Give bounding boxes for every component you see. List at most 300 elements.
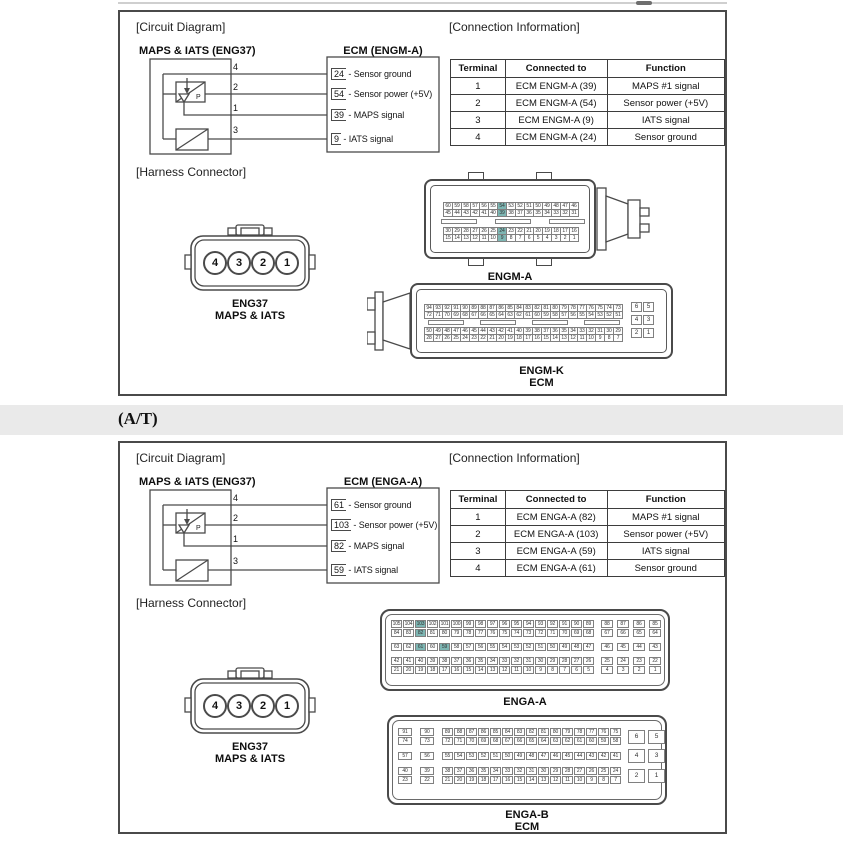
connector-sublabel: ECM	[529, 377, 554, 389]
ecm-terminal	[331, 540, 404, 552]
table-row	[451, 95, 725, 112]
pin-51: 51	[535, 643, 546, 651]
connector-body	[424, 179, 596, 259]
connector-slot	[428, 320, 464, 325]
pin-45: 45	[617, 643, 629, 651]
pin-31: 31	[523, 657, 534, 665]
pin-49: 49	[559, 643, 570, 651]
pin-20: 20	[533, 227, 543, 235]
pin-97: 97	[487, 620, 498, 628]
pin-64: 64	[649, 629, 661, 637]
pin-87: 87	[466, 728, 477, 736]
pin-79: 79	[559, 304, 569, 312]
pin-82: 82	[415, 629, 426, 637]
pin-25: 25	[601, 657, 613, 665]
pin-24: 24	[460, 334, 470, 342]
pin-73: 73	[523, 629, 534, 637]
connection-information-title: [Connection Information]	[449, 451, 580, 465]
connection-table	[450, 490, 725, 577]
pin-grid-engm-a	[439, 202, 585, 242]
pin-38: 38	[506, 209, 516, 217]
pin-42: 42	[391, 657, 402, 665]
pin-17: 17	[439, 666, 450, 674]
ecm-terminal	[331, 109, 404, 121]
pin-51: 51	[490, 752, 501, 760]
pin-55: 55	[442, 752, 453, 760]
pin-58: 58	[451, 643, 462, 651]
pin-7: 7	[515, 234, 525, 242]
pin-59: 59	[598, 737, 609, 745]
pin-57: 57	[470, 202, 480, 210]
pin-70: 70	[559, 629, 570, 637]
wire-pin-number: 1	[233, 534, 239, 544]
pin-46: 46	[460, 327, 470, 335]
pin-71: 71	[433, 311, 443, 319]
pin-18: 18	[427, 666, 438, 674]
pin-10: 10	[488, 234, 498, 242]
pin-14: 14	[475, 666, 486, 674]
pin-29: 29	[547, 657, 558, 665]
pin-65: 65	[487, 311, 497, 319]
pin-73: 73	[613, 304, 623, 312]
pin-6: 6	[631, 302, 642, 312]
pin-58: 58	[461, 202, 471, 210]
pin-49: 49	[514, 752, 525, 760]
table-cell: 2	[451, 95, 506, 112]
pin-36: 36	[463, 657, 474, 665]
table-row	[451, 526, 725, 543]
pin-87: 87	[487, 304, 497, 312]
pin-34: 34	[568, 327, 578, 335]
pin-83: 83	[514, 728, 525, 736]
pin-42: 42	[470, 209, 480, 217]
pin-104: 104	[404, 621, 413, 627]
pin-50: 50	[547, 643, 558, 651]
pin-61: 61	[415, 643, 426, 651]
pin-52: 52	[478, 752, 489, 760]
table-cell: 4	[451, 129, 506, 146]
pin-53: 53	[506, 202, 516, 210]
pin-43: 43	[487, 327, 497, 335]
pin-89: 89	[442, 728, 453, 736]
pin-62: 62	[514, 311, 524, 319]
pin-14: 14	[526, 776, 537, 784]
pin-4: 4	[628, 749, 645, 763]
pin-9: 9	[595, 334, 605, 342]
pin-89: 89	[583, 620, 594, 628]
pin-42: 42	[496, 327, 506, 335]
pin-78: 78	[574, 728, 585, 736]
table-cell: ECM ENGM-A (9)	[505, 112, 607, 129]
table-header: Function	[607, 491, 724, 509]
pin-16: 16	[569, 227, 579, 235]
pin-32: 32	[514, 767, 525, 775]
pin-25: 25	[598, 767, 609, 775]
pin-80: 80	[439, 629, 450, 637]
pin-75: 75	[595, 304, 605, 312]
pin-3: 3	[551, 234, 561, 242]
pin-102: 102	[428, 621, 437, 627]
connector-engm-a	[424, 172, 656, 288]
ecm-terminal	[331, 499, 411, 511]
pin-40: 40	[415, 657, 426, 665]
pin-21: 21	[442, 776, 453, 784]
circuit-diagram-title: [Circuit Diagram]	[136, 20, 226, 34]
pin-40: 40	[514, 327, 524, 335]
pin-84: 84	[502, 728, 513, 736]
pin-33: 33	[577, 327, 587, 335]
pin-18: 18	[478, 776, 489, 784]
pin-96: 96	[499, 620, 510, 628]
pin-31: 31	[526, 767, 537, 775]
pin-11: 11	[511, 666, 522, 674]
pin-24: 24	[610, 767, 621, 775]
pin-46: 46	[601, 643, 613, 651]
harness-pin-1: 1	[275, 251, 299, 275]
pin-14: 14	[550, 334, 560, 342]
pin-38: 38	[532, 327, 542, 335]
pin-44: 44	[574, 752, 585, 760]
pin-86: 86	[496, 304, 506, 312]
pin-64: 64	[496, 311, 506, 319]
pin-46: 46	[550, 752, 561, 760]
connector-label: ENGA-B	[505, 809, 549, 821]
pin-16: 16	[532, 334, 542, 342]
pin-48: 48	[442, 327, 452, 335]
ecm-terminal	[331, 133, 393, 145]
pin-73: 73	[420, 737, 434, 745]
pin-60: 60	[443, 202, 453, 210]
pin-21: 21	[524, 227, 534, 235]
ecm-label: ECM (ENGM-A)	[343, 45, 423, 57]
pin-17: 17	[490, 776, 501, 784]
pin-61: 61	[523, 311, 533, 319]
connector-label: ENGA-A	[503, 696, 547, 708]
pin-34: 34	[542, 209, 552, 217]
pin-59: 59	[452, 202, 462, 210]
table-cell: MAPS #1 signal	[607, 509, 724, 526]
pin-10: 10	[586, 334, 596, 342]
ecm-terminal-list	[331, 12, 441, 162]
pin-66: 66	[617, 629, 629, 637]
pin-76: 76	[586, 304, 596, 312]
pin-62: 62	[562, 737, 573, 745]
pin-57: 57	[559, 311, 569, 319]
pin-40: 40	[488, 209, 498, 217]
pin-35: 35	[475, 657, 486, 665]
table-cell: 3	[451, 112, 506, 129]
ecm-label: ECM (ENGA-A)	[343, 476, 423, 488]
pin-9: 9	[497, 234, 507, 242]
pin-60: 60	[586, 737, 597, 745]
pin-28: 28	[424, 334, 434, 342]
terminal-function: - MAPS signal	[346, 541, 405, 551]
pin-70: 70	[442, 311, 452, 319]
pin-5: 5	[643, 302, 654, 312]
pin-65: 65	[526, 737, 537, 745]
pin-25: 25	[488, 227, 498, 235]
pin-75: 75	[499, 629, 510, 637]
pin-4: 4	[542, 234, 552, 242]
pin-90: 90	[571, 620, 582, 628]
pin-53: 53	[466, 752, 477, 760]
wire-pin-number: 4	[233, 62, 239, 72]
pin-33: 33	[551, 209, 561, 217]
pin-98: 98	[475, 620, 486, 628]
pin-89: 89	[469, 304, 479, 312]
table-cell: ECM ENGA-A (59)	[505, 543, 607, 560]
pin-22: 22	[478, 334, 488, 342]
pin-4: 4	[601, 666, 613, 674]
pin-19: 19	[542, 227, 552, 235]
pin-25: 25	[451, 334, 461, 342]
pin-43: 43	[649, 643, 661, 651]
pin-86: 86	[633, 620, 645, 628]
pin-6: 6	[571, 666, 582, 674]
pin-20: 20	[496, 334, 506, 342]
pin-39: 39	[420, 767, 434, 775]
pin-71: 71	[454, 737, 465, 745]
pin-44: 44	[478, 327, 488, 335]
at-section-label: (A/T)	[118, 409, 158, 428]
pin-30: 30	[538, 767, 549, 775]
pin-81: 81	[538, 728, 549, 736]
pin-43: 43	[586, 752, 597, 760]
pin-6: 6	[628, 730, 645, 744]
table-row	[451, 129, 725, 146]
pin-55: 55	[577, 311, 587, 319]
pin-5: 5	[533, 234, 543, 242]
pin-45: 45	[443, 209, 453, 217]
pin-63: 63	[391, 643, 402, 651]
table-row	[451, 112, 725, 129]
pin-37: 37	[454, 767, 465, 775]
pin-26: 26	[583, 657, 594, 665]
pin-51: 51	[524, 202, 534, 210]
pin-30: 30	[443, 227, 453, 235]
pin-54: 54	[586, 311, 596, 319]
pin-57: 57	[398, 752, 412, 760]
terminal-number: 82	[331, 540, 346, 552]
pin-15: 15	[443, 234, 453, 242]
terminal-number: 54	[331, 88, 346, 100]
pin-24: 24	[617, 657, 629, 665]
pin-65: 65	[633, 629, 645, 637]
table-cell: ECM ENGA-A (82)	[505, 509, 607, 526]
connector-slot	[584, 320, 620, 325]
pin-61: 61	[574, 737, 585, 745]
pin-20: 20	[454, 776, 465, 784]
pin-85: 85	[505, 304, 515, 312]
harness-pin-4: 4	[203, 694, 227, 718]
pin-12: 12	[550, 776, 561, 784]
pin-90: 90	[420, 728, 434, 736]
pin-56: 56	[568, 311, 578, 319]
pin-34: 34	[487, 657, 498, 665]
pin-77: 77	[475, 629, 486, 637]
pin-23: 23	[633, 657, 645, 665]
pin-47: 47	[538, 752, 549, 760]
pin-19: 19	[505, 334, 515, 342]
pin-33: 33	[499, 657, 510, 665]
pin-23: 23	[506, 227, 516, 235]
table-row	[451, 560, 725, 577]
circuit-diagram-title: [Circuit Diagram]	[136, 451, 226, 465]
table-header: Connected to	[505, 491, 607, 509]
ecm-terminal	[331, 88, 432, 100]
pin-64: 64	[538, 737, 549, 745]
pin-2: 2	[633, 666, 645, 674]
pin-8: 8	[506, 234, 516, 242]
pin-37: 37	[541, 327, 551, 335]
pin-2: 2	[631, 328, 642, 338]
pin-28: 28	[562, 767, 573, 775]
pin-72: 72	[442, 737, 453, 745]
pin-49: 49	[433, 327, 443, 335]
pin-13: 13	[538, 776, 549, 784]
pin-29: 29	[613, 327, 623, 335]
pin-52: 52	[523, 643, 534, 651]
pin-3: 3	[643, 315, 654, 325]
pin-45: 45	[562, 752, 573, 760]
pin-7: 7	[613, 334, 623, 342]
harness-connector-eng37	[184, 667, 316, 769]
pin-46: 46	[569, 202, 579, 210]
pin-99: 99	[463, 620, 474, 628]
pin-16: 16	[451, 666, 462, 674]
pin-67: 67	[502, 737, 513, 745]
pin-85: 85	[490, 728, 501, 736]
pin-74: 74	[398, 737, 412, 745]
terminal-function: - IATS signal	[341, 134, 393, 144]
table-cell: IATS signal	[607, 543, 724, 560]
table-cell: ECM ENGM-A (24)	[505, 129, 607, 146]
pin-33: 33	[502, 767, 513, 775]
harness-pin-3: 3	[227, 694, 251, 718]
pin-1: 1	[569, 234, 579, 242]
pin-11: 11	[479, 234, 489, 242]
table-header: Terminal	[451, 491, 506, 509]
pin-grid-engm-k	[424, 304, 626, 342]
pin-32: 32	[511, 657, 522, 665]
pin-105: 105	[392, 621, 401, 627]
pin-67: 67	[469, 311, 479, 319]
pin-35: 35	[559, 327, 569, 335]
connector-body	[387, 715, 667, 805]
harness-name: ENG37	[231, 741, 269, 753]
pin-49: 49	[542, 202, 552, 210]
pin-6: 6	[524, 234, 534, 242]
pin-56: 56	[475, 643, 486, 651]
pin-36: 36	[466, 767, 477, 775]
pin-11: 11	[577, 334, 587, 342]
pin-53: 53	[595, 311, 605, 319]
pin-81: 81	[427, 629, 438, 637]
pin-66: 66	[478, 311, 488, 319]
pin-18: 18	[514, 334, 524, 342]
pin-68: 68	[490, 737, 501, 745]
connector-sublabel: ECM	[514, 821, 540, 833]
terminal-function: - Sensor power (+5V)	[351, 520, 438, 530]
pin-93: 93	[433, 304, 443, 312]
pin-24: 24	[497, 227, 507, 235]
sensor-label: MAPS & IATS (ENG37)	[139, 45, 256, 57]
pin-1: 1	[643, 328, 654, 338]
pin-52: 52	[604, 311, 614, 319]
pin-35: 35	[533, 209, 543, 217]
pin-60: 60	[532, 311, 542, 319]
pin-11: 11	[562, 776, 573, 784]
pin-90: 90	[460, 304, 470, 312]
wire-pin-numbers	[233, 443, 253, 583]
pin-3: 3	[617, 666, 629, 674]
pin-22: 22	[649, 657, 661, 665]
pin-22: 22	[515, 227, 525, 235]
pin-38: 38	[442, 767, 453, 775]
pin-1: 1	[648, 769, 665, 783]
table-row	[451, 78, 725, 95]
pin-30: 30	[535, 657, 546, 665]
pin-32: 32	[560, 209, 570, 217]
pin-15: 15	[514, 776, 525, 784]
pin-68: 68	[460, 311, 470, 319]
pin-23: 23	[469, 334, 479, 342]
pin-88: 88	[601, 620, 613, 628]
table-cell: 1	[451, 509, 506, 526]
pin-100: 100	[452, 621, 461, 627]
pin-32: 32	[586, 327, 596, 335]
pin-1: 1	[649, 666, 661, 674]
harness-pin-circles	[203, 251, 299, 275]
terminal-number: 103	[331, 519, 351, 531]
pin-82: 82	[532, 304, 542, 312]
pin-53: 53	[511, 643, 522, 651]
pin-27: 27	[470, 227, 480, 235]
pin-59: 59	[439, 643, 450, 651]
pin-50: 50	[533, 202, 543, 210]
table-cell: Sensor ground	[607, 560, 724, 577]
terminal-function: - MAPS signal	[346, 110, 405, 120]
pin-50: 50	[424, 327, 434, 335]
pin-58: 58	[610, 737, 621, 745]
pin-79: 79	[562, 728, 573, 736]
pin-44: 44	[633, 643, 645, 651]
wire-pin-number: 3	[233, 125, 239, 135]
table-header: Connected to	[505, 60, 607, 78]
section-at	[118, 441, 727, 834]
wire-pin-number: 1	[233, 103, 239, 113]
table-cell: ECM ENGM-A (54)	[505, 95, 607, 112]
pin-76: 76	[487, 629, 498, 637]
pin-7: 7	[559, 666, 570, 674]
pin-84: 84	[391, 629, 402, 637]
pin-74: 74	[511, 629, 522, 637]
pin-63: 63	[505, 311, 515, 319]
harness-pin-circles	[203, 694, 299, 718]
harness-pin-4: 4	[203, 251, 227, 275]
pin-78: 78	[463, 629, 474, 637]
pin-37: 37	[515, 209, 525, 217]
pin-23: 23	[398, 776, 412, 784]
pin-31: 31	[569, 209, 579, 217]
table-cell: 4	[451, 560, 506, 577]
pin-81: 81	[541, 304, 551, 312]
pin-39: 39	[497, 209, 507, 217]
pin-29: 29	[452, 227, 462, 235]
pin-19: 19	[466, 776, 477, 784]
pin-62: 62	[403, 643, 414, 651]
pin-69: 69	[571, 629, 582, 637]
